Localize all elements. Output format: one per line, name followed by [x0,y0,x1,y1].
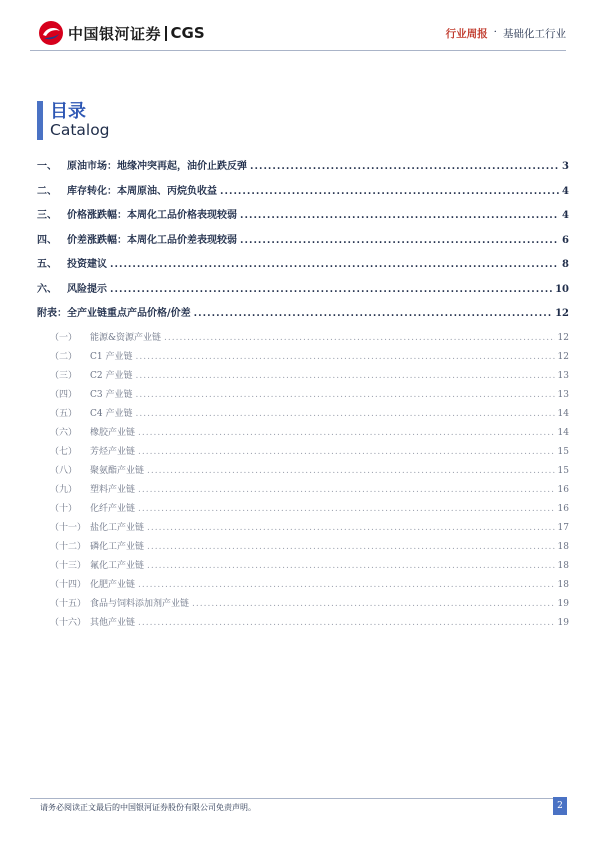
toc-leader-dots [135,352,554,362]
toc-entry-number: （二） [50,352,78,362]
toc-entry-page: 18 [557,542,569,552]
toc-leader-dots [147,561,555,571]
toc-entry-page: 16 [557,504,569,514]
toc-leader-dots [147,542,555,552]
toc-sub-entry[interactable] [50,406,569,419]
toc-entry-number: （十二） [50,542,87,552]
toc-leader-dots [135,390,554,400]
toc-entry-label: 芳烃产业链 [90,447,136,457]
toc-leader-dots [135,409,554,419]
toc-entry-number: （十一） [50,523,87,533]
toc-entry-page: 10 [555,283,569,295]
toc-entry-number: （十四） [50,580,87,590]
report-type: 行业周报 [445,28,488,40]
toc-entry-label: 磷化工产业链 [90,542,145,552]
toc-main-entry[interactable] [37,157,569,172]
toc-sub-entry[interactable] [50,330,569,343]
toc-main-entry[interactable] [37,182,569,197]
toc-entry-label: 原油市场：地缘冲突再起，油价止跌反弹 [67,161,247,172]
toc-sub-entry[interactable] [50,368,569,381]
toc-leader-dots [138,447,555,457]
toc-entry-page: 18 [557,561,569,571]
toc-entry-label: C2 产业链 [90,371,133,381]
toc-leader-dots [138,504,555,514]
logo-text-en: CGS [170,24,205,42]
company-logo [38,20,205,46]
toc-entry-label: 能源&资源产业链 [90,333,162,343]
catalog-title-cn: 目录 [50,101,86,122]
toc-leader-dots [138,580,555,590]
toc-entry-number: （六） [50,428,78,438]
toc-entry-page: 15 [557,447,569,457]
toc-entry-label: 化纤产业链 [90,504,136,514]
toc-entry-number: （五） [50,409,78,419]
toc-entry-number: 三、 [37,210,57,221]
header-category [446,26,566,41]
toc-entry-page: 19 [557,618,569,628]
toc-entry-number: （八） [50,466,78,476]
toc-leader-dots [110,259,559,270]
toc-entry-page: 4 [562,185,569,197]
header-divider [30,50,566,51]
toc-leader-dots [138,618,555,628]
toc-leader-dots [220,186,559,197]
toc-leader-dots [147,466,555,476]
title-accent-bar [37,101,43,140]
toc-leader-dots [194,308,552,319]
toc-sub-entry[interactable] [50,444,569,457]
toc-main-entry[interactable] [37,231,569,246]
toc-entry-page: 3 [562,161,569,172]
toc-entry-number: （十三） [50,561,87,571]
toc-entry-label: 投资建议 [67,259,107,270]
toc-entry-number: （三） [50,371,78,381]
toc-main-entry[interactable] [37,206,569,221]
toc-sub-entry[interactable] [50,387,569,400]
logo-text-cn: 中国银河证券 [68,24,162,43]
toc-sub-entry[interactable] [50,425,569,438]
toc-leader-dots [135,371,554,381]
toc-entry-page: 15 [557,466,569,476]
toc-entry-label: 盐化工产业链 [90,523,145,533]
toc-entry-number: 五、 [37,259,57,270]
toc-entry-page: 6 [562,234,569,246]
toc-entry-page: 17 [557,523,569,533]
toc-entry-page: 13 [557,390,569,400]
toc-entry-page: 14 [557,428,569,438]
toc-entry-page: 4 [562,210,569,221]
logo-separator [165,26,167,41]
toc-leader-dots [250,161,559,172]
toc-main-entry[interactable] [37,255,569,270]
toc-entry-number: 四、 [37,234,57,246]
toc-sub-entry[interactable] [50,596,569,609]
toc-entry-number: 六、 [37,283,57,295]
toc-leader-dots [164,333,555,343]
toc-entry-page: 12 [555,308,569,319]
toc-leader-dots [138,485,555,495]
toc-entry-number: （十六） [50,618,87,628]
toc-entry-number: （十） [50,504,78,514]
industry-name: 基础化工行业 [503,28,566,40]
toc-entry-label: 价格涨跌幅：本周化工品价格表现较弱 [67,210,237,221]
toc-entry-page: 19 [557,599,569,609]
toc-entry-label: 塑料产业链 [90,485,136,495]
toc-leader-dots [240,235,559,246]
toc-entry-label: 风险提示 [67,283,107,295]
toc-entry-page: 18 [557,580,569,590]
page-number: 2 [553,797,567,815]
toc-leader-dots [240,210,559,221]
toc-sub-entry[interactable] [50,501,569,514]
toc-leader-dots [192,599,555,609]
toc-sub-entry[interactable] [50,615,569,628]
toc-entry-page: 12 [557,333,569,343]
toc-entry-label: 食品与饲料添加剂产业链 [90,599,190,609]
toc-entry-label: 附表：全产业链重点产品价格/价差 [37,308,191,319]
footer-divider [30,798,566,799]
catalog-title-en: Catalog [50,121,110,139]
toc-entry-label: C1 产业链 [90,352,133,362]
toc-entry-number: （四） [50,390,78,400]
toc-sub-entry[interactable] [50,577,569,590]
toc-entry-number: （一） [50,333,78,343]
header-separator: · [493,26,497,38]
toc-leader-dots [138,428,555,438]
toc-entry-label: C4 产业链 [90,409,133,419]
toc-entry-number: （十五） [50,599,87,609]
toc-entry-label: 化肥产业链 [90,580,136,590]
toc-entry-page: 14 [557,409,569,419]
toc-main-entry[interactable] [37,280,569,295]
toc-entry-number: （九） [50,485,78,495]
toc-entry-label: 其他产业链 [90,618,136,628]
page-header [0,0,596,52]
toc-entry-number: 一、 [37,161,57,172]
toc-entry-page: 13 [557,371,569,381]
toc-sub-entry[interactable] [50,482,569,495]
toc-entry-page: 16 [557,485,569,495]
toc-sub-entry[interactable] [50,349,569,362]
toc-entry-label: 价差涨跌幅：本周化工品价差表现较弱 [67,234,237,246]
footer-disclaimer: 请务必阅读正文最后的中国银河证券股份有限公司免责声明。 [40,803,256,812]
toc-sub-entry[interactable] [50,520,569,533]
cgs-logo-icon [38,20,64,46]
toc-entry-label: 橡胶产业链 [90,428,136,438]
toc-leader-dots [147,523,555,533]
toc-sub-entry[interactable] [50,558,569,571]
toc-entry-number: 二、 [37,185,57,197]
toc-entry-page: 8 [562,259,569,270]
toc-sub-entry[interactable] [50,539,569,552]
toc-entry-label: C3 产业链 [90,390,133,400]
toc-entry-label: 氟化工产业链 [90,561,145,571]
toc-entry-page: 12 [557,352,569,362]
toc-entry-label: 聚氨酯产业链 [90,466,145,476]
toc-entry-label: 库存转化：本周原油、丙烷负收益 [67,185,217,197]
toc-entry-number: （七） [50,447,78,457]
toc-main-entry[interactable] [37,304,569,319]
toc-leader-dots [110,284,552,295]
toc-sub-entry[interactable] [50,463,569,476]
